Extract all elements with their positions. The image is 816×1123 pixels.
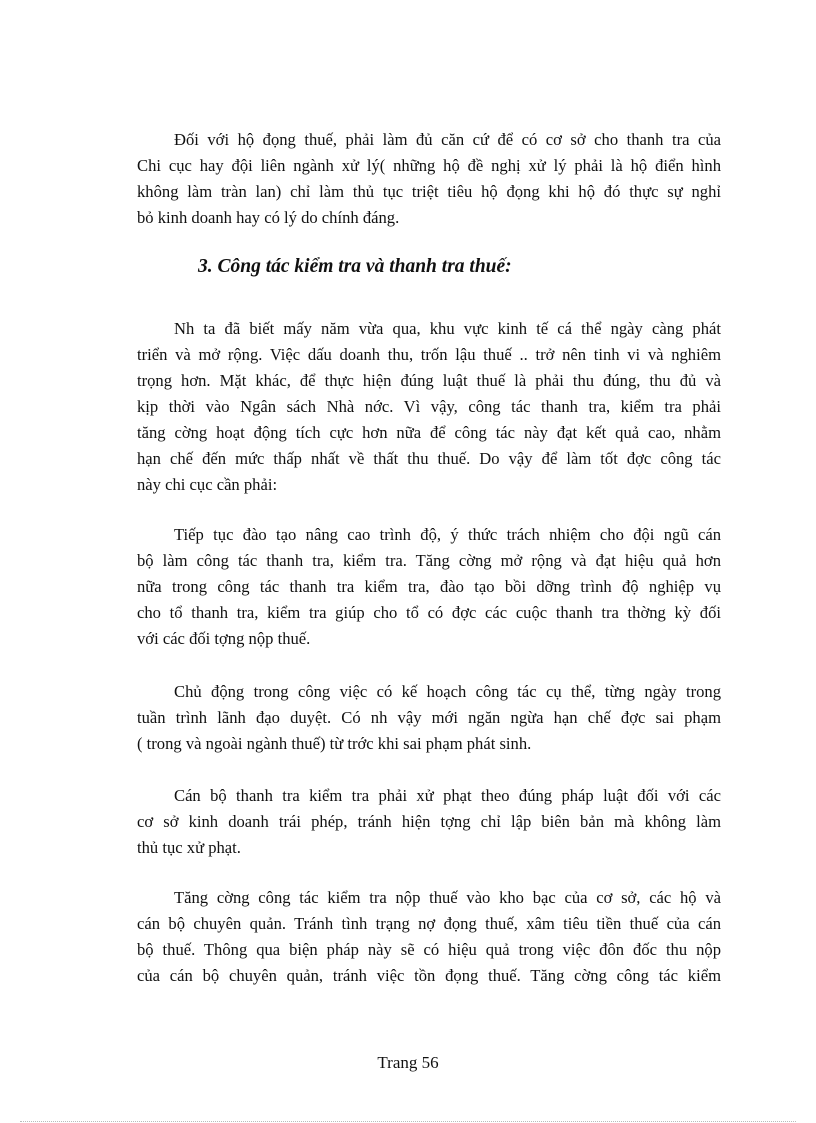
text-line: Chủ động trong công việc có kế hoạch công tác cụ thể, từng ngày trong	[174, 682, 721, 701]
text-line: hạn chế đến mức thấp nhất về thất thu thuế. Do vậy để làm tốt đợc công tác	[137, 449, 721, 468]
paragraph-hộ-đọng-thuế	[137, 127, 721, 231]
text-line: của cán bộ chuyên quản, tránh việc tồn đọng thuế. Tăng cờng công tác kiểm	[137, 966, 721, 985]
text-line: cơ sở kinh doanh trái phép, tránh hiện tợng chỉ lập biên bản mà không làm	[137, 812, 721, 831]
text-line: bỏ kinh doanh hay có lý do chính đáng.	[137, 208, 400, 227]
text-line: thủ tục xử phạt.	[137, 838, 241, 857]
text-line: Nh ta đã biết mấy năm vừa qua, khu vực kinh tế cá thể ngày càng phát	[174, 319, 721, 338]
paragraph-kho-bạc	[137, 885, 721, 989]
text-line: không làm tràn lan) chỉ làm thủ tục triệt tiêu hộ đọng khi hộ đó thực sự nghỉ	[137, 182, 721, 201]
paragraph-đào-tạo	[137, 522, 721, 652]
page-bottom-divider	[20, 1121, 796, 1122]
text-line: với các đối tợng nộp thuế.	[137, 629, 311, 648]
text-line: bộ làm công tác thanh tra, kiểm tra. Tăng cờng mở rộng và đạt hiệu quả hơn	[137, 551, 721, 570]
section-heading: 3. Công tác kiểm tra và thanh tra thuế:	[198, 256, 512, 277]
paragraph-xử-phạt	[137, 783, 721, 861]
text-line: Chi cục hay đội liên ngành xử lý( những hộ đề nghị xử lý phải là hộ điển hình	[137, 156, 721, 175]
text-line: Đối với hộ đọng thuế, phải làm đủ căn cứ để có cơ sở cho thanh tra của	[174, 130, 721, 149]
text-line: bộ thuế. Thông qua biện pháp này sẽ có hiệu quả trong việc đôn đốc thu nộp	[137, 940, 721, 959]
text-line: cho tổ thanh tra, kiểm tra giúp cho tổ có đợc các cuộc thanh tra thờng kỳ đối	[137, 603, 721, 622]
text-line: ( trong và ngoài ngành thuế) từ trớc khi sai phạm phát sinh.	[137, 734, 532, 753]
text-line: tuần trình lãnh đạo duyệt. Có nh vậy mới ngăn ngừa hạn chế đợc sai phạm	[137, 708, 721, 727]
page-number: Trang 56	[377, 1053, 439, 1072]
text-line: Tiếp tục đào tạo nâng cao trình độ, ý thức trách nhiệm cho đội ngũ cán	[174, 525, 721, 544]
text-line: Tăng cờng công tác kiểm tra nộp thuế vào kho bạc của cơ sở, các hộ và	[174, 888, 721, 907]
text-line: Cán bộ thanh tra kiểm tra phải xử phạt theo đúng pháp luật đối với các	[174, 786, 721, 805]
text-line: tăng cờng hoạt động tích cực hơn nữa để công tác này đạt kết quả cao, nhằm	[137, 423, 721, 442]
text-line: triển và mở rộng. Việc dấu doanh thu, trốn lậu thuế .. trở nên tinh vi và nghiêm	[137, 345, 721, 364]
text-line: kịp thời vào Ngân sách Nhà nớc. Vì vậy, công tác thanh tra, kiểm tra phải	[137, 397, 721, 416]
paragraph-khu-vực-kinh-tế	[137, 316, 721, 498]
text-line: cán bộ chuyên quản. Tránh tình trạng nợ đọng thuế, xâm tiêu tiền thuế của cán	[137, 914, 721, 933]
text-line: nữa trong công tác thanh tra kiểm tra, đào tạo bồi dỡng trình độ nghiệp vụ	[137, 577, 721, 596]
text-line: trọng hơn. Mặt khác, để thực hiện đúng luật thuế là phải thu đúng, thu đủ và	[137, 371, 721, 390]
paragraph-chủ-động	[137, 679, 721, 757]
text-line: này chi cục cần phải:	[137, 475, 278, 494]
